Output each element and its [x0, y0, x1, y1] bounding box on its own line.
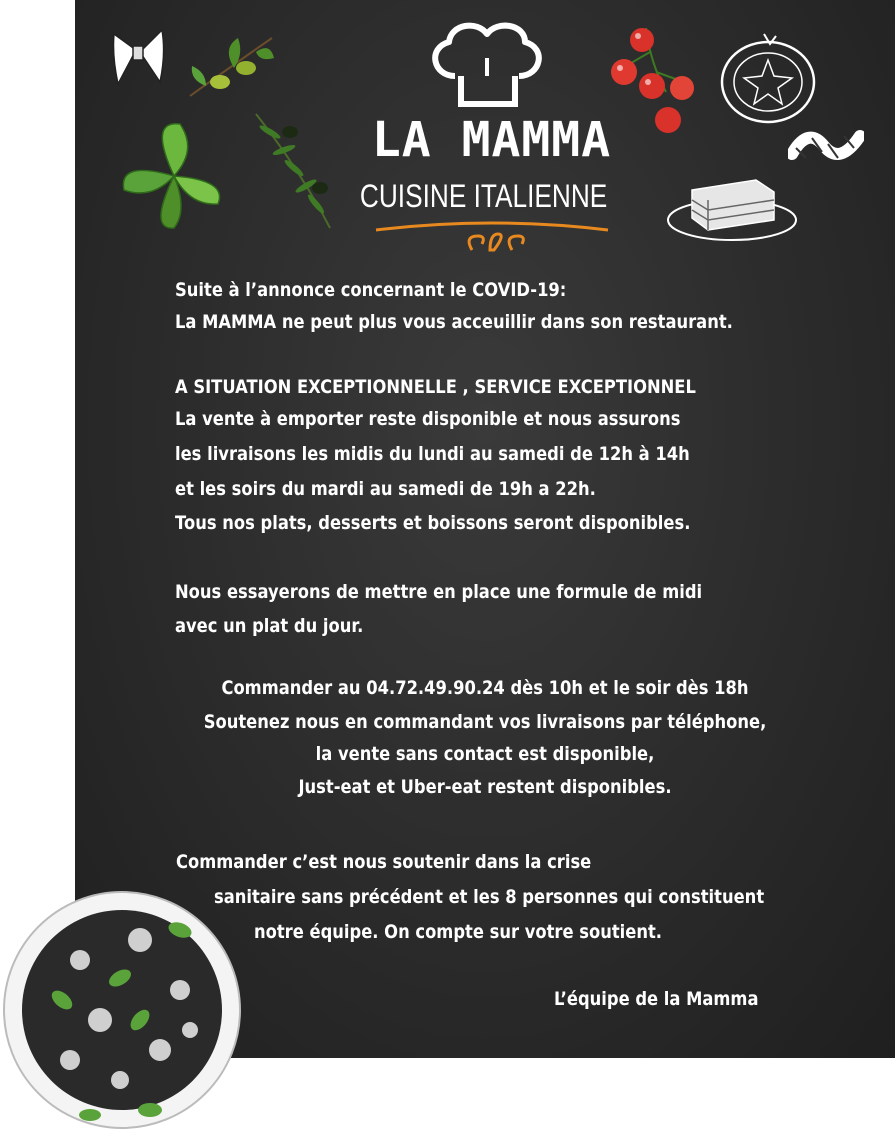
rosemary-sprig-icon [250, 110, 342, 232]
exceptional-line-3: et les soirs du mardi au samedi de 19h a 22h. [175, 478, 596, 500]
chef-hat-icon [425, 18, 551, 110]
logo-title: LA MAMMA [371, 112, 612, 168]
support-line-2: sanitaire sans précédent et les 8 personnes qui constituent [214, 886, 765, 908]
support-line-1: Commander c’est nous soutenir dans la crise [176, 851, 592, 873]
exceptional-heading: A SITUATION EXCEPTIONNELLE , SERVICE EXCEPTIONNEL [175, 376, 696, 398]
exceptional-line-2: les livraisons les midis du lundi au samedi de 12h à 14h [175, 443, 690, 465]
cherry-tomatoes-icon [606, 22, 698, 140]
orange-flourish-icon [372, 220, 612, 254]
formula-line-1: Nous essayerons de mettre en place une formule de midi [175, 581, 703, 603]
farfalle-pasta-icon [108, 26, 168, 88]
exceptional-line-1: La vente à emporter reste disponible et nous assurons [175, 408, 681, 430]
support-line-3: notre équipe. On compte sur votre soutient. [254, 921, 662, 943]
pizza-sketch-icon [0, 860, 250, 1141]
logo-subtitle: CUISINE ITALIENNE [359, 178, 608, 214]
fusilli-pasta-icon [788, 126, 864, 166]
formula-line-2: avec un plat du jour. [175, 615, 364, 637]
intro-line-1: Suite à l’annonce concernant le COVID-19: [175, 279, 567, 301]
exceptional-line-4: Tous nos plats, desserts et boissons seront disponibles. [175, 512, 691, 534]
intro-line-2: La MAMMA ne peut plus vous acceuillir dans son restaurant. [175, 311, 733, 333]
tomato-slice-icon [718, 30, 818, 126]
signature: L’équipe de la Mamma [554, 988, 759, 1010]
olive-branch-icon [186, 30, 276, 100]
order-line-1: Commander au 04.72.49.90.24 dès 10h et le soir dès 18h [221, 677, 749, 699]
basil-leaves-icon [118, 120, 230, 232]
order-line-3: la vente sans contact est disponible, [315, 743, 655, 765]
order-line-2: Soutenez nous en commandant vos livraisons par téléphone, [203, 711, 767, 733]
order-line-4: Just-eat et Uber-eat restent disponibles. [298, 776, 672, 798]
lasagna-plate-icon [664, 172, 800, 244]
